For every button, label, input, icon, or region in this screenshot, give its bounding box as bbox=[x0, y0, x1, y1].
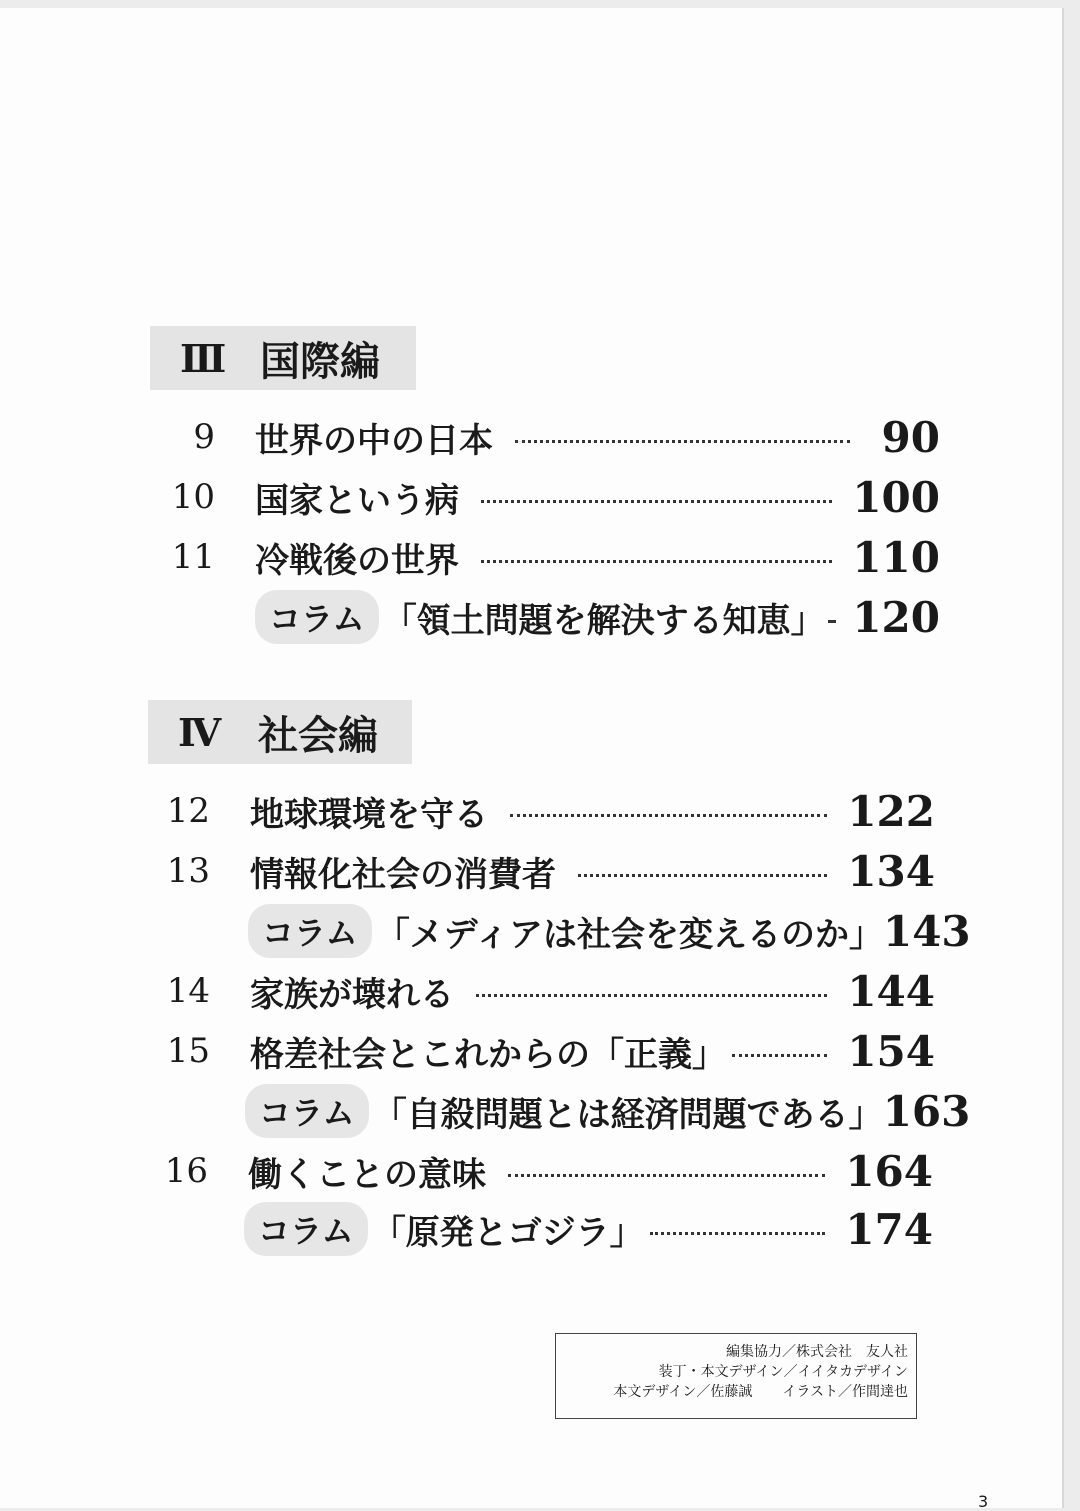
page-number: 120 bbox=[852, 592, 940, 642]
chapter-number: 16 bbox=[164, 1151, 208, 1191]
toc-column-entry[interactable] bbox=[255, 588, 940, 646]
toc-entry[interactable] bbox=[140, 782, 935, 840]
credits-box bbox=[555, 1333, 917, 1419]
toc-entry[interactable] bbox=[140, 842, 935, 900]
toc-entry[interactable] bbox=[140, 962, 935, 1020]
chapter-title: 情報化社会の消費者 bbox=[250, 854, 556, 895]
toc-entry[interactable] bbox=[138, 1142, 933, 1200]
chapter-title: 格差社会とこれからの「正義」 bbox=[250, 1034, 726, 1075]
dot-leader bbox=[578, 874, 827, 877]
chapter-title: 冷戦後の世界 bbox=[255, 540, 459, 581]
column-badge: コラム bbox=[245, 1084, 369, 1138]
page-number: 164 bbox=[845, 1146, 933, 1196]
section-numeral: Ⅳ bbox=[178, 709, 222, 755]
page-number: 134 bbox=[847, 846, 935, 896]
chapter-title: 地球環境を守る bbox=[250, 794, 488, 835]
toc-column-entry[interactable] bbox=[244, 1200, 933, 1258]
credit-line: 編集協力／株式会社 友人社 bbox=[726, 1344, 908, 1360]
page-number: 143 bbox=[882, 906, 971, 956]
page-number: 174 bbox=[845, 1204, 933, 1254]
column-title: 「メディアは社会を変えるのか」 bbox=[375, 914, 883, 955]
toc-entry[interactable] bbox=[145, 468, 940, 526]
section-title: 社会編 bbox=[258, 712, 378, 759]
dot-leader bbox=[515, 440, 850, 443]
page-number: 110 bbox=[852, 532, 940, 582]
toc-entry[interactable] bbox=[145, 528, 940, 586]
section-title: 国際編 bbox=[260, 338, 380, 385]
credit-text: 本文デザイン／佐藤誠 bbox=[613, 1384, 753, 1400]
page-number: 163 bbox=[882, 1086, 971, 1136]
dot-leader bbox=[508, 1174, 825, 1177]
chapter-number: 15 bbox=[166, 1031, 210, 1071]
toc-column-entry[interactable] bbox=[245, 1082, 971, 1140]
column-title: 「領土問題を解決する知恵」 bbox=[382, 600, 825, 641]
dot-leader bbox=[650, 1232, 826, 1235]
column-title: 「自殺問題とは経済問題である」 bbox=[372, 1094, 883, 1135]
credit-line bbox=[556, 1382, 908, 1402]
dot-leader bbox=[831, 620, 833, 623]
section-heading-4 bbox=[148, 700, 412, 764]
page-number: 154 bbox=[847, 1026, 935, 1076]
credit-text: イラスト／作間達也 bbox=[782, 1384, 908, 1400]
dot-leader bbox=[732, 1054, 827, 1057]
book-page bbox=[0, 8, 1062, 1511]
toc-entry[interactable] bbox=[140, 1022, 935, 1080]
column-badge: コラム bbox=[244, 1202, 368, 1256]
chapter-number: 9 bbox=[193, 417, 215, 457]
credit-line: 装丁・本文デザイン／イイタカデザイン bbox=[658, 1364, 908, 1380]
page-number: 122 bbox=[847, 786, 935, 836]
column-badge: コラム bbox=[255, 590, 379, 644]
section-numeral: Ⅲ bbox=[180, 335, 227, 381]
dot-leader bbox=[476, 994, 827, 997]
column-title: 「原発とゴジラ」 bbox=[371, 1212, 644, 1253]
chapter-number: 10 bbox=[171, 477, 215, 517]
chapter-title: 家族が壊れる bbox=[250, 974, 454, 1015]
chapter-number: 14 bbox=[166, 971, 210, 1011]
toc-entry[interactable] bbox=[145, 408, 940, 466]
chapter-number: 13 bbox=[166, 851, 210, 891]
chapter-number: 12 bbox=[166, 791, 210, 831]
page-number: 144 bbox=[847, 966, 935, 1016]
page-folio: 3 bbox=[978, 1492, 989, 1511]
chapter-title: 働くことの意味 bbox=[248, 1154, 486, 1195]
chapter-title: 国家という病 bbox=[255, 480, 459, 521]
page-number: 100 bbox=[852, 472, 940, 522]
dot-leader bbox=[481, 560, 832, 563]
section-heading-3 bbox=[150, 326, 416, 390]
toc-column-entry[interactable] bbox=[248, 902, 971, 960]
page-number: 90 bbox=[881, 412, 940, 462]
chapter-number: 11 bbox=[171, 537, 215, 577]
chapter-title: 世界の中の日本 bbox=[255, 420, 493, 461]
dot-leader bbox=[510, 814, 827, 817]
dot-leader bbox=[481, 500, 832, 503]
column-badge: コラム bbox=[248, 904, 372, 958]
